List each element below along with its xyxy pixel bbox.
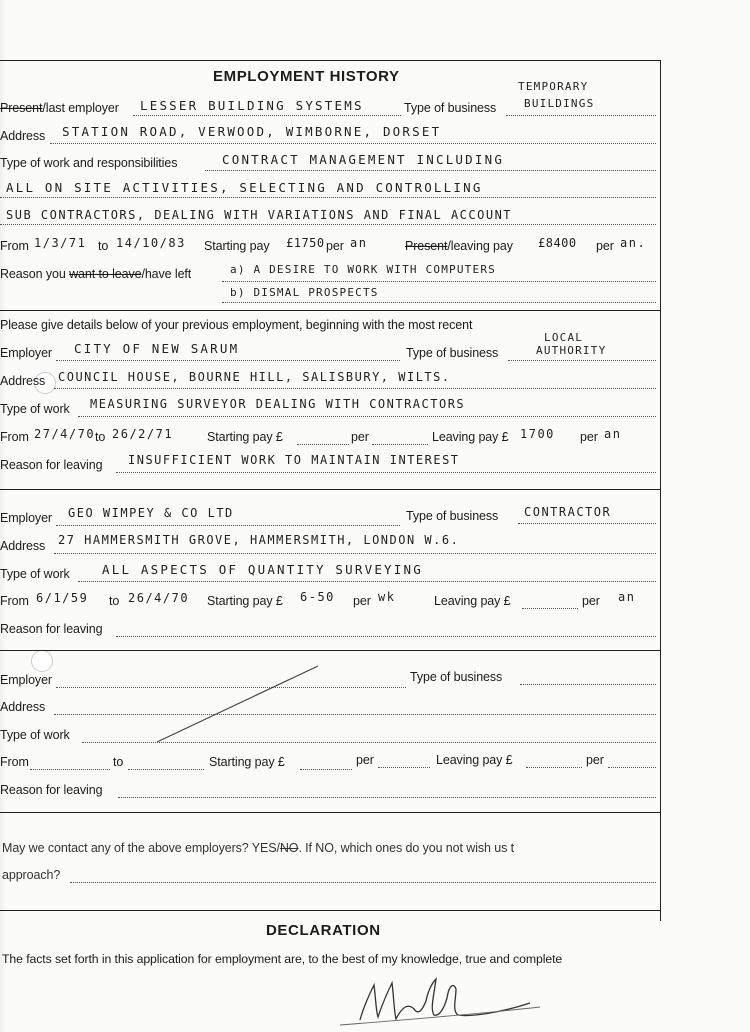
dotted-line (205, 170, 656, 171)
section-divider (0, 650, 660, 651)
dotted-line (222, 302, 656, 303)
work-1-value: MEASURING SURVEYOR DEALING WITH CONTRACTORS (90, 397, 466, 411)
from-value: 1/3/71 (34, 236, 87, 250)
section-divider (0, 910, 660, 911)
section-divider (0, 489, 660, 490)
business-1-line1: LOCAL (544, 331, 584, 344)
present-last-employer-label: Present/last employer (0, 101, 119, 115)
contact-question: May we contact any of the above employers? YES/NO. If NO, which ones do you not wish us t (2, 841, 514, 855)
starting-pay-label: Starting pay £ (207, 430, 283, 444)
leaving-pay-value: £8400 (538, 236, 577, 250)
leaving-pay-label: Leaving pay £ (432, 430, 509, 444)
dotted-line (118, 797, 656, 798)
work-value-line1: CONTRACT MANAGEMENT INCLUDING (222, 152, 505, 167)
section-divider (0, 812, 660, 813)
dotted-line (608, 767, 656, 768)
reason-value-line1: a) A DESIRE TO WORK WITH COMPUTERS (230, 263, 496, 276)
dotted-line (506, 115, 656, 116)
dotted-line (372, 444, 428, 445)
dotted-line (56, 525, 400, 526)
address-label: Address (0, 539, 46, 553)
leaving-per-value: an. (620, 236, 647, 250)
section-title: EMPLOYMENT HISTORY (213, 68, 400, 85)
employer-label: Employer (0, 511, 52, 525)
address-label: Address (0, 129, 46, 143)
address-2-value: 27 HAMMERSMITH GROVE, HAMMERSMITH, LONDON W.6. (58, 533, 460, 547)
leaving-pay-label: Leaving pay £ (434, 594, 511, 608)
declaration-text: The facts set forth in this application for employment are, to the best of my knowledge, true and complete (2, 952, 563, 966)
to-label: to (95, 430, 106, 444)
per-label: per (356, 753, 374, 767)
type-of-work-label: Type of work (0, 567, 70, 581)
dotted-line (520, 684, 656, 685)
employer-label: Employer (0, 673, 52, 687)
type-of-business-label: Type of business (406, 346, 499, 360)
address-value: STATION ROAD, VERWOOD, WIMBORNE, DORSET (62, 124, 442, 139)
dotted-line (56, 360, 400, 361)
starting-pay-label: Starting pay (204, 239, 270, 253)
dotted-line (0, 224, 656, 225)
work-responsibilities-label: Type of work and responsibilities (0, 156, 178, 170)
starting-pay-label: Starting pay £ (207, 594, 283, 608)
starting-pay-label: Starting pay £ (209, 755, 285, 769)
handwritten-signature (330, 965, 560, 1027)
address-label: Address (0, 374, 46, 388)
dotted-line (78, 581, 656, 582)
per-label: per (580, 430, 598, 444)
type-of-work-label: Type of work (0, 402, 70, 416)
punch-hole (31, 650, 53, 672)
address-label: Address (0, 700, 46, 714)
blank-section-strike-line (155, 662, 320, 744)
dotted-line (133, 115, 401, 116)
starting-per-2-value: wk (378, 590, 396, 604)
dotted-line (54, 714, 656, 715)
leaving-per-2-value: an (618, 590, 636, 604)
type-of-business-label: Type of business (404, 101, 497, 115)
dotted-line (54, 553, 656, 554)
leaving-pay-1-value: 1700 (520, 427, 555, 441)
per-label: per (351, 430, 369, 444)
dotted-line (128, 769, 204, 770)
dotted-line (297, 444, 349, 445)
work-value-line3: SUB CONTRACTORS, DEALING WITH VARIATIONS AND FINAL ACCOUNT (6, 208, 513, 222)
dotted-line (518, 523, 656, 524)
from-1-value: 27/4/70 (34, 427, 96, 441)
per-label: per (326, 239, 344, 253)
business-value-line2: BUILDINGS (524, 97, 595, 110)
starting-per-value: an (350, 236, 368, 250)
section-divider (0, 310, 660, 311)
reason-for-leaving-label: Reason for leaving (0, 622, 103, 636)
from-label: From (0, 239, 29, 253)
dotted-line (78, 416, 656, 417)
type-of-business-label: Type of business (406, 509, 499, 523)
dotted-line (0, 197, 656, 198)
leaving-per-1-value: an (604, 427, 622, 441)
reason-value-line2: b) DISMAL PROSPECTS (230, 286, 379, 299)
dotted-line (116, 472, 656, 473)
dotted-line (50, 143, 656, 144)
reason-1-value: INSUFFICIENT WORK TO MAINTAIN INTEREST (128, 453, 460, 467)
to-label: to (98, 239, 109, 253)
to-1-value: 26/2/71 (112, 427, 174, 441)
per-label: per (582, 594, 600, 608)
reason-label: Reason you want to leave/have left (0, 267, 192, 281)
starting-pay-2-value: 6-50 (300, 590, 335, 604)
work-2-value: ALL ASPECTS OF QUANTITY SURVEYING (102, 562, 423, 577)
dotted-line (54, 388, 656, 389)
employer-2-value: GEO WIMPEY & CO LTD (68, 506, 234, 520)
leaving-pay-label: Leaving pay £ (436, 753, 513, 767)
to-2-value: 26/4/70 (128, 591, 190, 605)
business-2-value: CONTRACTOR (524, 505, 612, 519)
from-label: From (0, 430, 29, 444)
reason-for-leaving-label: Reason for leaving (0, 458, 103, 472)
from-2-value: 6/1/59 (36, 591, 89, 605)
to-label: to (113, 755, 124, 769)
address-1-value: COUNCIL HOUSE, BOURNE HILL, SALISBURY, WILTS. (58, 370, 451, 384)
dotted-line (526, 767, 582, 768)
from-label: From (0, 755, 29, 769)
present-leaving-pay-label: Present/leaving pay (405, 239, 513, 253)
work-value-line2: ALL ON SITE ACTIVITIES, SELECTING AND CONTROLLING (6, 180, 483, 195)
employer-value: LESSER BUILDING SYSTEMS (140, 98, 364, 113)
per-label: per (586, 753, 604, 767)
to-label: to (109, 594, 120, 608)
from-label: From (0, 594, 29, 608)
business-1-line2: AUTHORITY (536, 344, 607, 357)
dotted-line (116, 636, 656, 637)
starting-pay-value: £1750 (286, 236, 325, 250)
per-label: per (353, 594, 371, 608)
dotted-line (30, 769, 110, 770)
dotted-line (522, 608, 578, 609)
declaration-title: DECLARATION (266, 922, 381, 939)
type-of-work-label: Type of work (0, 728, 70, 742)
employer-1-value: CITY OF NEW SARUM (74, 341, 240, 356)
dotted-line (222, 281, 656, 282)
dotted-line (70, 882, 656, 883)
employer-label: Employer (0, 346, 52, 360)
dotted-line (300, 769, 352, 770)
previous-employment-intro: Please give details below of your previous employment, beginning with the most recent (0, 318, 473, 332)
business-value-line1: TEMPORARY (518, 80, 589, 93)
dotted-line (378, 767, 430, 768)
to-value: 14/10/83 (116, 236, 186, 250)
type-of-business-label: Type of business (410, 670, 503, 684)
dotted-line (508, 360, 656, 361)
reason-for-leaving-label: Reason for leaving (0, 783, 103, 797)
contact-question-line2: approach? (2, 868, 61, 882)
per-label: per (596, 239, 614, 253)
